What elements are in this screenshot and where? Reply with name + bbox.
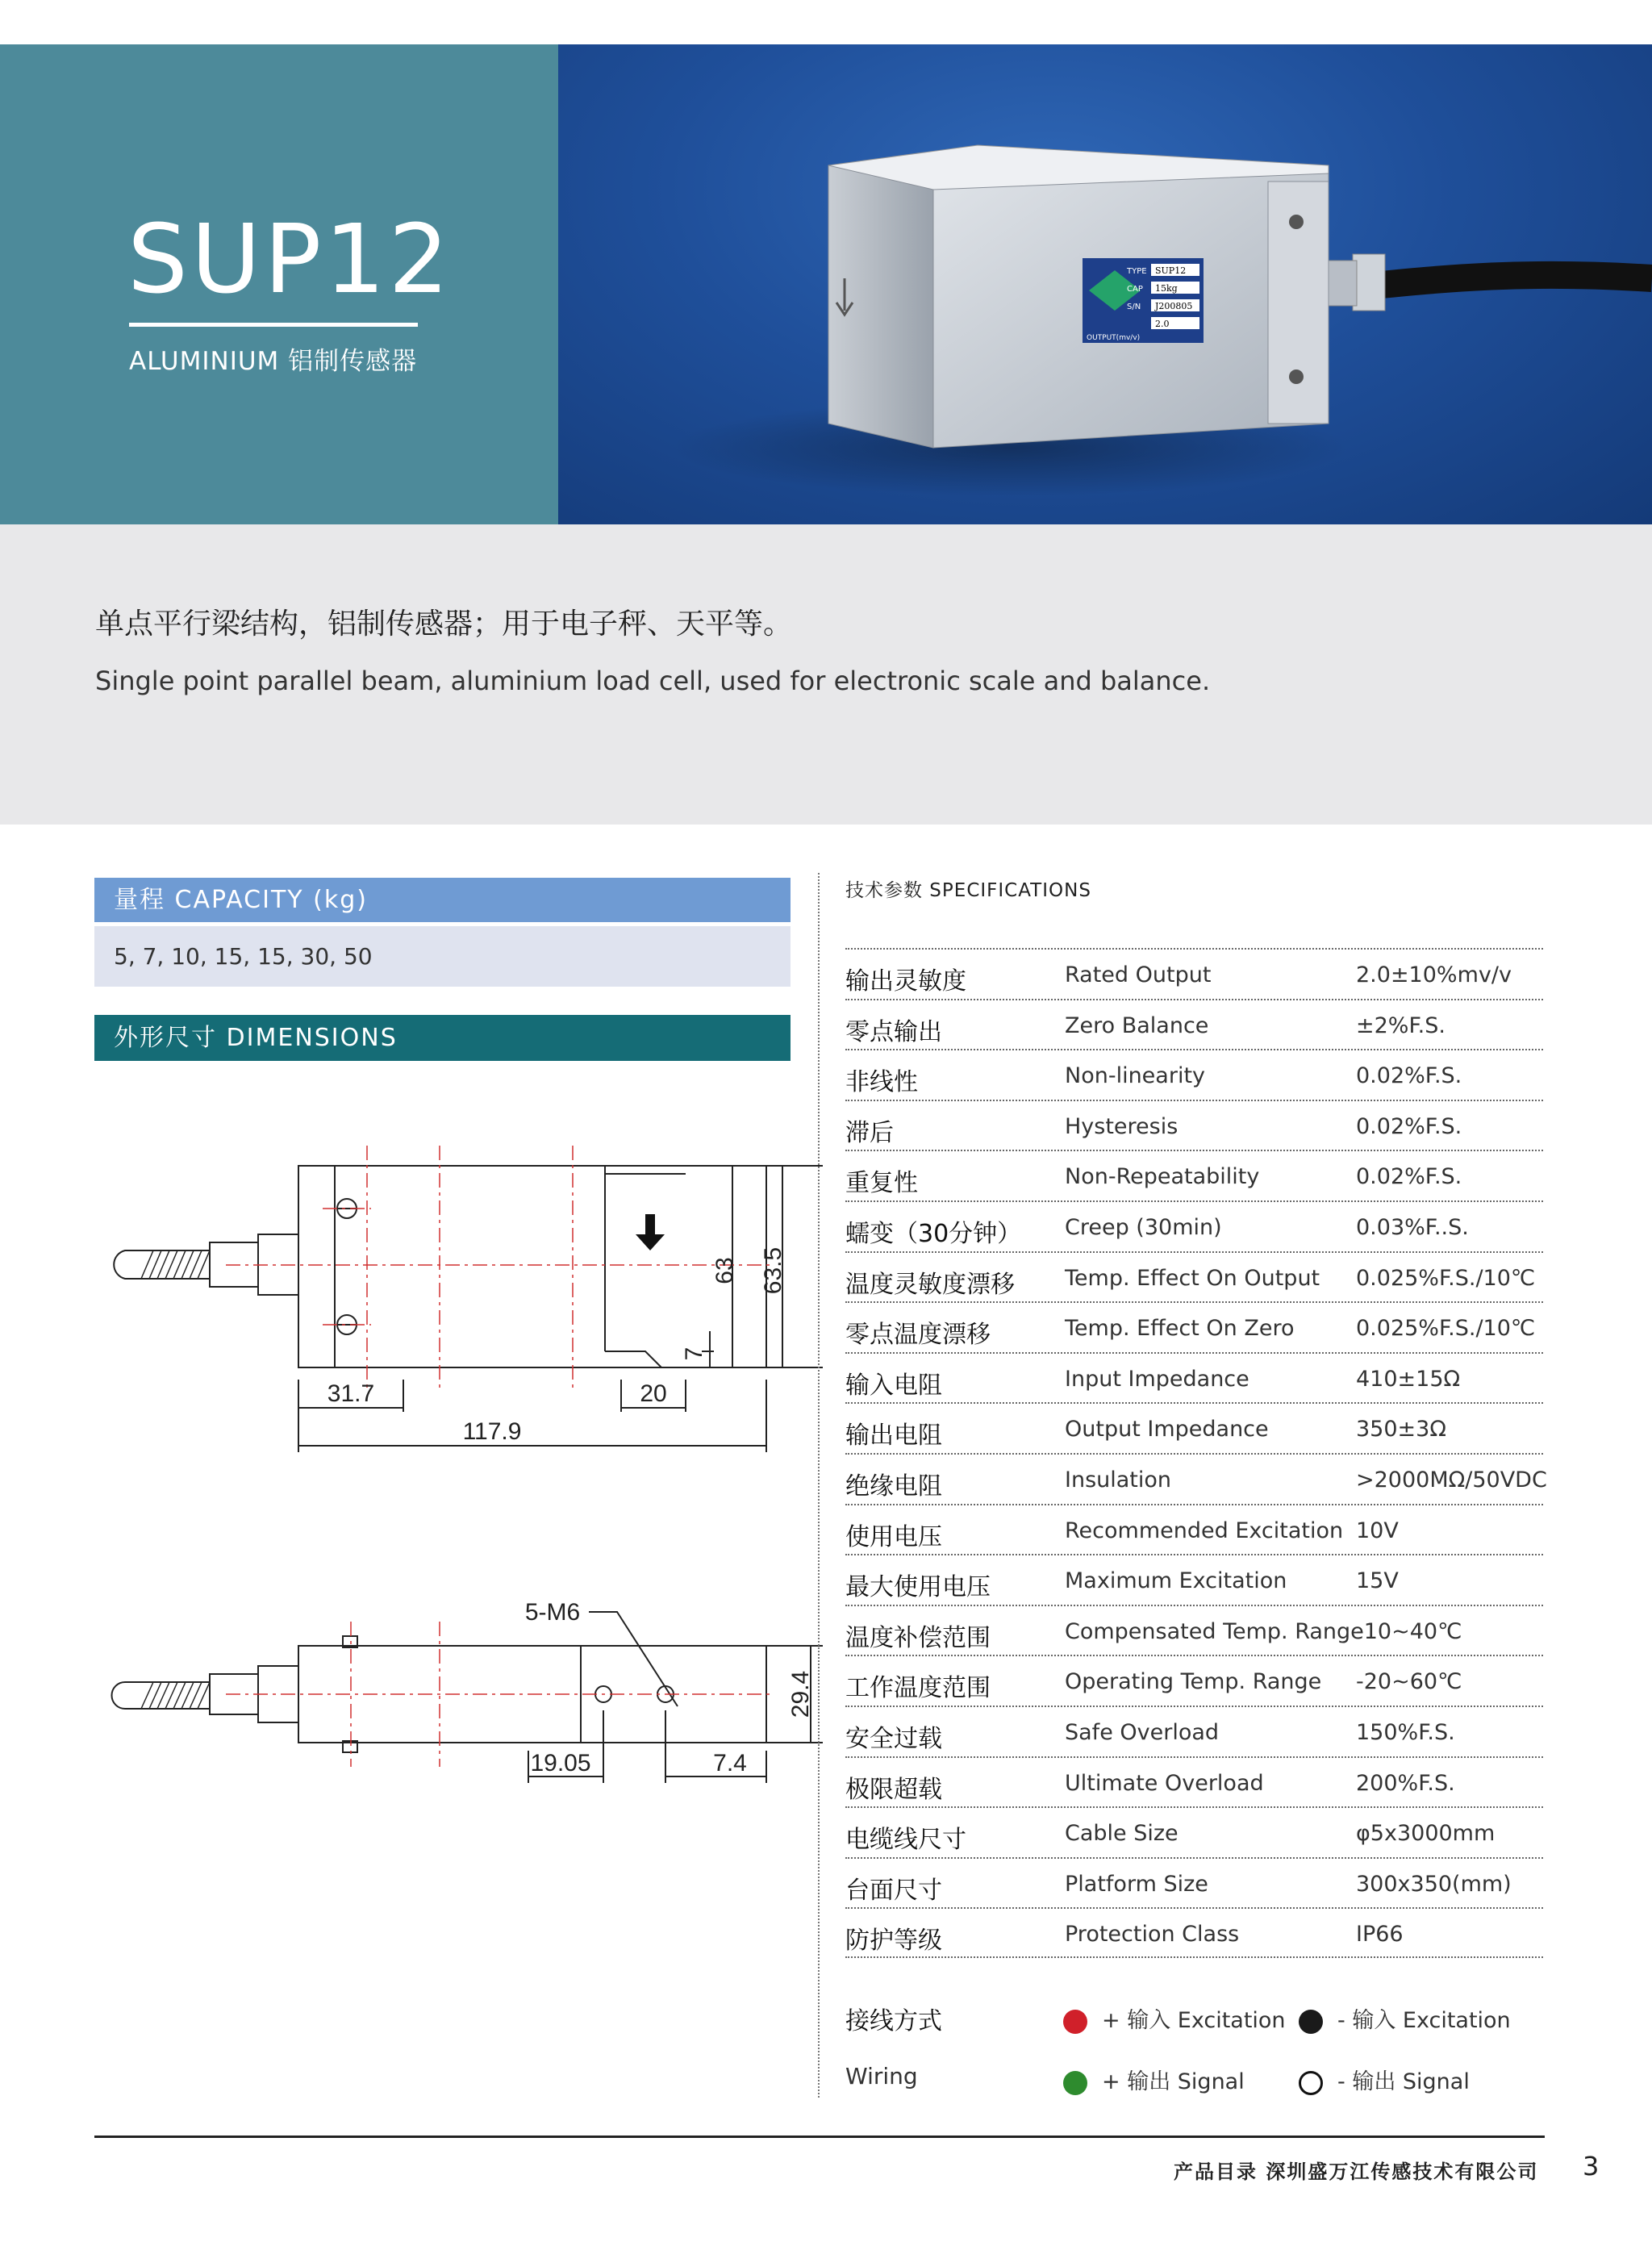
label-output-caption: OUTPUT(mv/v) xyxy=(1087,334,1141,342)
green-dot-icon xyxy=(1063,2071,1087,2095)
spec-name-en: Hysteresis xyxy=(1065,1113,1179,1139)
spec-value: 0.03%F..S. xyxy=(1356,1214,1469,1240)
spec-row xyxy=(845,1806,1543,1857)
front-view-body xyxy=(298,1166,766,1367)
spec-row xyxy=(845,1150,1543,1200)
technical-drawing-svg xyxy=(81,1113,814,1823)
spec-name-cn: 输入电阻 xyxy=(845,1371,942,1400)
specifications-title: 技术参数 SPECIFICATIONS xyxy=(845,880,1091,901)
wiring-text-output-negative: - 输出 Signal xyxy=(1337,2069,1470,2094)
intro-description-cn: 单点平行梁结构，铝制传感器；用于电子秤、天平等。 xyxy=(95,607,793,641)
wiring-text-output-positive: + 输出 Signal xyxy=(1102,2069,1245,2094)
spec-value: 10V xyxy=(1356,1518,1399,1543)
spec-name-cn: 电缆线尺寸 xyxy=(845,1826,966,1855)
load-direction-arrow-icon xyxy=(636,1214,665,1250)
label-cap: 15kg xyxy=(1155,283,1178,294)
spec-name-cn: 零点输出 xyxy=(845,1017,942,1046)
spec-value: 410±15Ω xyxy=(1356,1366,1461,1392)
spec-value: φ5x3000mm xyxy=(1356,1821,1496,1847)
spec-row xyxy=(845,1200,1543,1251)
footer-rule xyxy=(94,2136,1545,2138)
wiring-item-output-negative xyxy=(1299,2064,1470,2095)
wiring-label-en: Wiring xyxy=(845,2063,918,2090)
spec-name-cn: 滞后 xyxy=(845,1118,894,1147)
spec-name-cn: 防护等级 xyxy=(845,1927,942,1956)
spec-row xyxy=(845,1554,1543,1605)
spec-name-en: Rated Output xyxy=(1065,962,1212,987)
dim-20: 20 xyxy=(640,1380,667,1407)
spec-name-en: Ultimate Overload xyxy=(1065,1770,1264,1796)
dim-7: 7 xyxy=(681,1346,707,1361)
spec-row xyxy=(845,1453,1547,1504)
dimensions-header: 外形尺寸 DIMENSIONS xyxy=(94,1015,791,1061)
spec-name-cn: 输出灵敏度 xyxy=(845,967,966,996)
spec-name-en: Zero Balance xyxy=(1065,1012,1209,1038)
spec-name-en: Platform Size xyxy=(1065,1871,1208,1897)
spec-row xyxy=(845,948,1543,999)
spec-value: 15V xyxy=(1356,1568,1399,1594)
spec-value: IP66 xyxy=(1356,1922,1404,1948)
spec-name-cn: 极限超载 xyxy=(845,1775,942,1804)
wiring-item-input-positive xyxy=(1063,2002,1286,2034)
label-output: 2.0 xyxy=(1155,319,1170,329)
model-title: SUP12 xyxy=(127,203,453,315)
spec-row xyxy=(845,1251,1543,1302)
spec-name-en: Output Impedance xyxy=(1065,1417,1269,1442)
label-sn: J200805 xyxy=(1155,301,1193,311)
wiring-section xyxy=(845,1993,1571,2098)
intro-description-en: Single point parallel beam, aluminium load cell, used for electronic scale and balance. xyxy=(95,666,1211,696)
spec-name-cn: 重复性 xyxy=(845,1169,918,1198)
spec-value: 0.025%F.S./10℃ xyxy=(1356,1265,1536,1291)
dim-31-7: 31.7 xyxy=(327,1380,375,1407)
spec-name-cn: 蠕变（30分钟） xyxy=(845,1219,1022,1248)
dim-5-m6: 5-M6 xyxy=(524,1599,581,1626)
spec-name-cn: 输出电阻 xyxy=(845,1422,942,1451)
spec-name-cn: 安全过载 xyxy=(845,1724,942,1753)
spec-value: 350±3Ω xyxy=(1356,1417,1446,1442)
spec-name-en: Non-linearity xyxy=(1065,1063,1206,1089)
spec-name-en: Recommended Excitation xyxy=(1065,1518,1344,1543)
wiring-label-cn: 接线方式 xyxy=(845,2007,942,2035)
load-cell-illustration xyxy=(558,44,1652,524)
dim-63-5: 63.5 xyxy=(760,1246,786,1295)
dim-7-4: 7.4 xyxy=(713,1750,747,1776)
label-type: SUP12 xyxy=(1155,265,1187,276)
spec-value: 300x350(mm) xyxy=(1356,1871,1512,1897)
spec-row xyxy=(845,1402,1543,1453)
dim-117-9: 117.9 xyxy=(462,1418,522,1445)
spec-name-cn: 非线性 xyxy=(845,1068,918,1097)
wiring-text-input-negative: - 输入 Excitation xyxy=(1337,2008,1511,2033)
label-cap-caption: CAP xyxy=(1127,285,1143,294)
spec-name-cn: 温度灵敏度漂移 xyxy=(845,1270,1015,1299)
spec-row xyxy=(845,1301,1543,1352)
spec-value: ±2%F.S. xyxy=(1356,1012,1446,1038)
white-dot-icon xyxy=(1299,2071,1323,2095)
spec-value: >2000MΩ/50VDC xyxy=(1356,1467,1547,1493)
dim-19-05: 19.05 xyxy=(530,1750,591,1776)
spec-name-en: Operating Temp. Range xyxy=(1065,1669,1322,1695)
spec-name-cn: 使用电压 xyxy=(845,1522,942,1551)
spec-name-cn: 台面尺寸 xyxy=(845,1876,942,1905)
spec-value: 200%F.S. xyxy=(1356,1770,1455,1796)
capacity-values: 5, 7, 10, 15, 15, 30, 50 xyxy=(94,926,791,987)
spec-value: 0.02%F.S. xyxy=(1356,1063,1462,1089)
spec-name-en: Cable Size xyxy=(1065,1821,1179,1847)
spec-row xyxy=(845,1049,1543,1100)
spec-value: 2.0±10%mv/v xyxy=(1356,962,1512,987)
spec-name-en: Temp. Effect On Output xyxy=(1065,1265,1320,1291)
wiring-text-input-positive: + 输入 Excitation xyxy=(1102,2008,1286,2033)
spec-name-en: Protection Class xyxy=(1065,1922,1240,1948)
spec-name-en: Creep (30min) xyxy=(1065,1214,1222,1240)
specifications-table xyxy=(845,948,1547,1958)
spec-row xyxy=(845,1352,1543,1403)
spec-value: 0.02%F.S. xyxy=(1356,1113,1462,1139)
spec-row xyxy=(845,1605,1543,1655)
wiring-item-input-negative xyxy=(1299,2002,1511,2034)
spec-row xyxy=(845,1756,1543,1807)
label-sn-caption: S/N xyxy=(1127,303,1141,311)
model-subtitle: ALUMINIUM 铝制传感器 xyxy=(129,347,418,376)
spec-name-cn: 温度补偿范围 xyxy=(845,1623,991,1652)
black-dot-icon xyxy=(1299,2010,1323,2034)
dim-29-4: 29.4 xyxy=(787,1670,814,1718)
spec-name-cn: 最大使用电压 xyxy=(845,1573,991,1602)
spec-value: -20~60℃ xyxy=(1356,1669,1462,1695)
spec-value: 0.025%F.S./10℃ xyxy=(1356,1316,1536,1342)
capacity-header: 量程 CAPACITY (kg) xyxy=(94,878,791,922)
page-number: 3 xyxy=(1583,2151,1600,2181)
dim-63: 63 xyxy=(711,1257,738,1284)
spec-name-en: Safe Overload xyxy=(1065,1719,1220,1745)
spec-name-en: Temp. Effect On Zero xyxy=(1065,1316,1295,1342)
spec-name-cn: 工作温度范围 xyxy=(845,1674,991,1703)
wiring-item-output-positive xyxy=(1063,2064,1245,2095)
spec-value: 0.02%F.S. xyxy=(1356,1164,1462,1190)
dimension-drawing xyxy=(81,1113,814,1823)
spec-name-cn: 绝缘电阻 xyxy=(845,1472,942,1501)
spec-row xyxy=(845,999,1543,1050)
spec-row xyxy=(845,1100,1543,1150)
spec-name-en: Insulation xyxy=(1065,1467,1172,1493)
label-type-caption: TYPE xyxy=(1127,267,1147,276)
product-photo xyxy=(558,44,1652,524)
spec-row xyxy=(845,1655,1543,1706)
spec-value: -10~40℃ xyxy=(1356,1618,1462,1644)
title-underline xyxy=(129,323,418,327)
spec-row xyxy=(845,1857,1543,1908)
column-divider xyxy=(818,873,820,2098)
spec-row xyxy=(845,1907,1543,1958)
spec-row xyxy=(845,1706,1543,1756)
spec-name-en: Compensated Temp. Range xyxy=(1065,1618,1364,1644)
spec-name-en: Non-Repeatability xyxy=(1065,1164,1260,1190)
spec-name-cn: 零点温度漂移 xyxy=(845,1321,991,1350)
footer-company: 产品目录 深圳盛万江传感技术有限公司 xyxy=(1174,2161,1539,2183)
spec-value: 150%F.S. xyxy=(1356,1719,1455,1745)
spec-name-en: Maximum Excitation xyxy=(1065,1568,1287,1594)
spec-row xyxy=(845,1504,1543,1555)
red-dot-icon xyxy=(1063,2010,1087,2034)
spec-name-en: Input Impedance xyxy=(1065,1366,1249,1392)
